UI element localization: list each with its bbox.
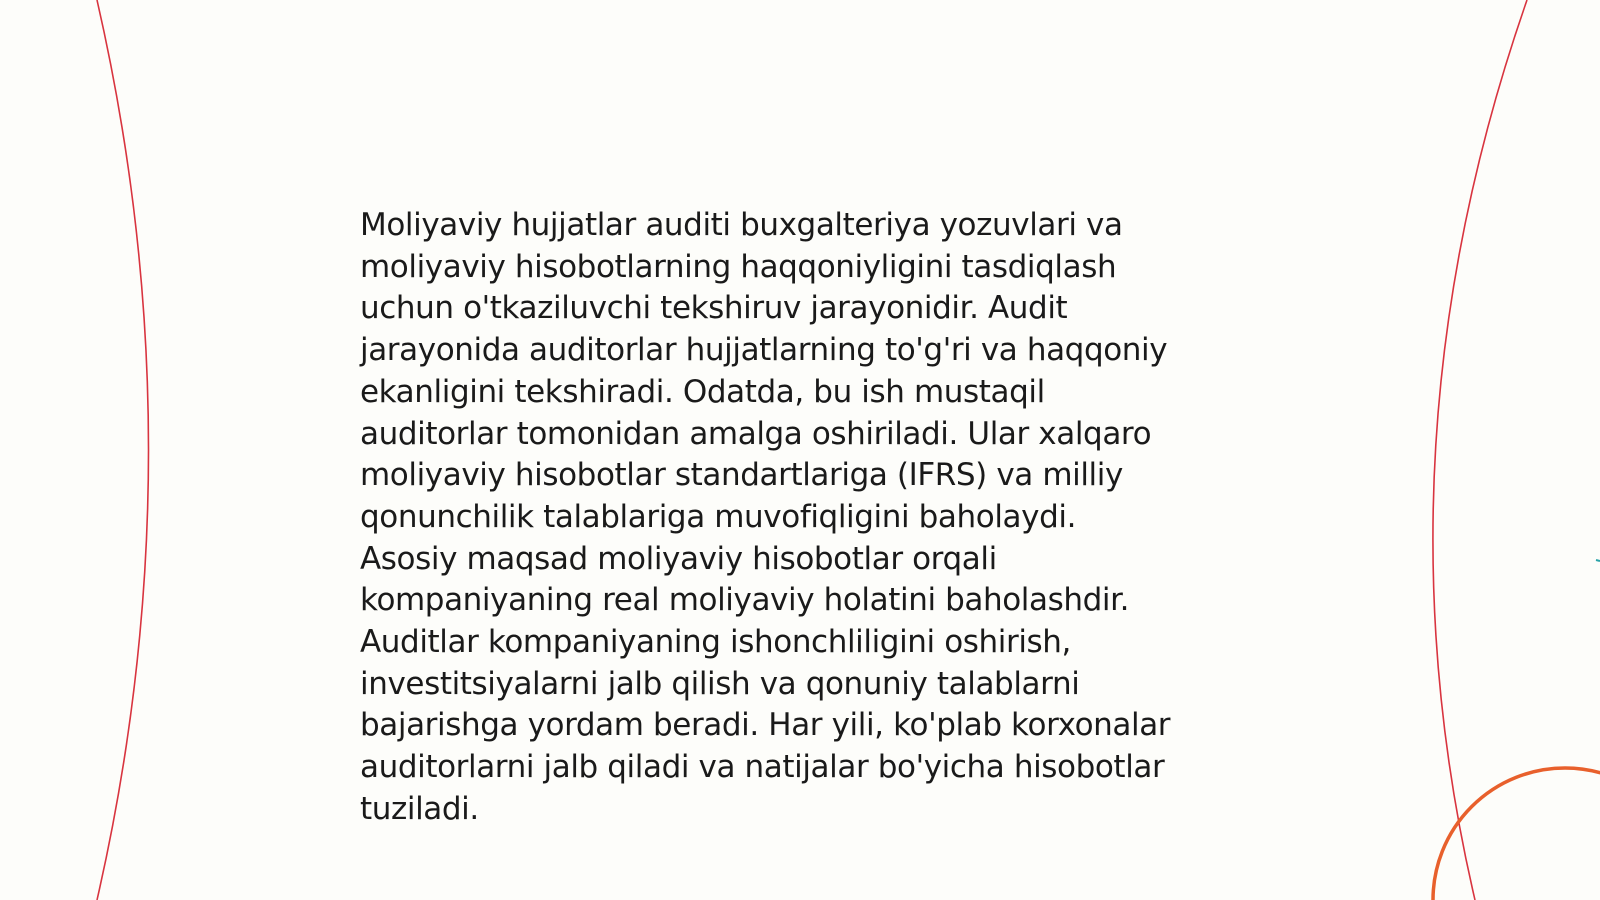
body-paragraph: Moliyaviy hujjatlar auditi buxgalteriya yozuvlari va moliyaviy hisobotlarning haqqoniyligini tasdiqlash uchun o'tkaziluvchi tekshiruv jarayonidir. Audit jarayonida auditorlar hujjatlarning to'g'ri va haqqoniy ekanligini tekshiradi. Odatda, bu ish mustaqil auditorlar tomonidan amalga oshiriladi. Ular xalqaro moliyaviy hisobotlar standartlariga (IFRS) va milliy qonunchilik talablariga muvofiqligini baholaydi. Asosiy maqsad moliyaviy hisobotlar orqali kompaniyaning real moliyaviy holatini baholashdir. Auditlar kompaniyaning ishonchliligini oshirish, investitsiyalarni jalb qilish va qonuniy talablarni bajarishga yordam beradi. Har yili, ko'plab korxonalar auditorlarni jalb qiladi va natijalar bo'yicha hisobotlar tuziladi. — [360, 207, 1171, 827]
orange-circle-arc — [1433, 768, 1600, 900]
left-arc — [97, 0, 149, 900]
teal-accent-mark — [1596, 560, 1600, 561]
right-arc — [1433, 0, 1527, 900]
